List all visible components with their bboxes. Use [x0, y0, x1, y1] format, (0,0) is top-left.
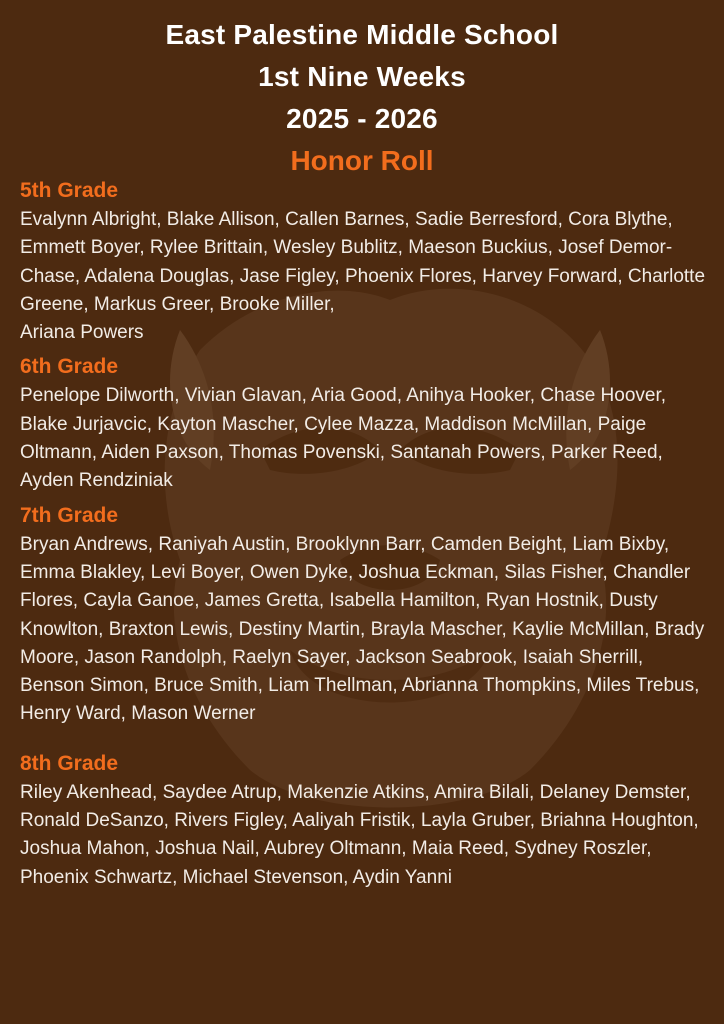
grade-section-6th: [0, 354, 724, 495]
student-names: Penelope Dilworth, Vivian Glavan, Aria Good, Anihya Hooker, Chase Hoover, Blake Jurjavcic, Kayton Mascher, Cylee Mazza, Maddison McMillan, Paige Oltmann, Aiden Paxson, Thomas Povenski, Santanah Powers, Parker Reed, Ayden Rendziniak: [20, 385, 667, 492]
school-name: East Palestine Middle School: [165, 19, 559, 50]
grade-section-8th: [0, 751, 724, 892]
header: [0, 0, 724, 182]
year-label: 2025 - 2026: [286, 103, 438, 134]
grade-heading: 5th Grade: [20, 179, 119, 202]
grade-section-7th: [0, 503, 724, 729]
student-names: Riley Akenhead, Saydee Atrup, Makenzie Atkins, Amira Bilali, Delaney Demster, Ronald DeSanzo, Rivers Figley, Aaliyah Fristik, Layla Gruber, Briahna Houghton, Joshua Mahon, Joshua Nail, Aubrey Oltmann, Maia Reed, Sydney Roszler, Phoenix Schwartz, Michael Stevenson, Aydin Yanni: [20, 781, 699, 888]
grade-heading: 6th Grade: [20, 355, 119, 379]
honor-roll-title: Honor Roll: [290, 145, 434, 176]
student-names: Ariana Powers: [20, 322, 144, 344]
grade-section-5th: [0, 178, 724, 347]
grade-heading: 8th Grade: [20, 751, 119, 775]
grade-heading: 7th Grade: [20, 503, 119, 527]
student-names: Bryan Andrews, Raniyah Austin, Brooklynn Barr, Camden Beight, Liam Bixby, Emma Blakley, Levi Boyer, Owen Dyke, Joshua Eckman, Silas Fisher, Chandler Flores, Cayla Ganoe, James Gretta, Isabella Hamilton, Ryan Hostnik, Dusty Knowlton, Braxton Lewis, Destiny Martin, Brayla Mascher, Kaylie McMillan, Brady Moore, Jason Randolph, Raelyn Sayer, Jackson Seabrook, Isaiah Sherrill, Benson Simon, Bruce Smith, Liam Thellman, Abrianna Thompkins, Miles Trebus, Henry Ward, Mason Werner: [20, 533, 705, 725]
term-label: 1st Nine Weeks: [258, 61, 466, 92]
student-names: Evalynn Albright, Blake Allison, Callen Barnes, Sadie Berresford, Cora Blythe, Emmett Boyer, Rylee Brittain, Wesley Bublitz, Maeson Buckius, Josef Demor-Chase, Adalena Douglas, Jase Figley, Phoenix Flores, Harvey Forward, Charlotte Greene, Markus Greer, Brooke Miller,: [20, 209, 706, 315]
